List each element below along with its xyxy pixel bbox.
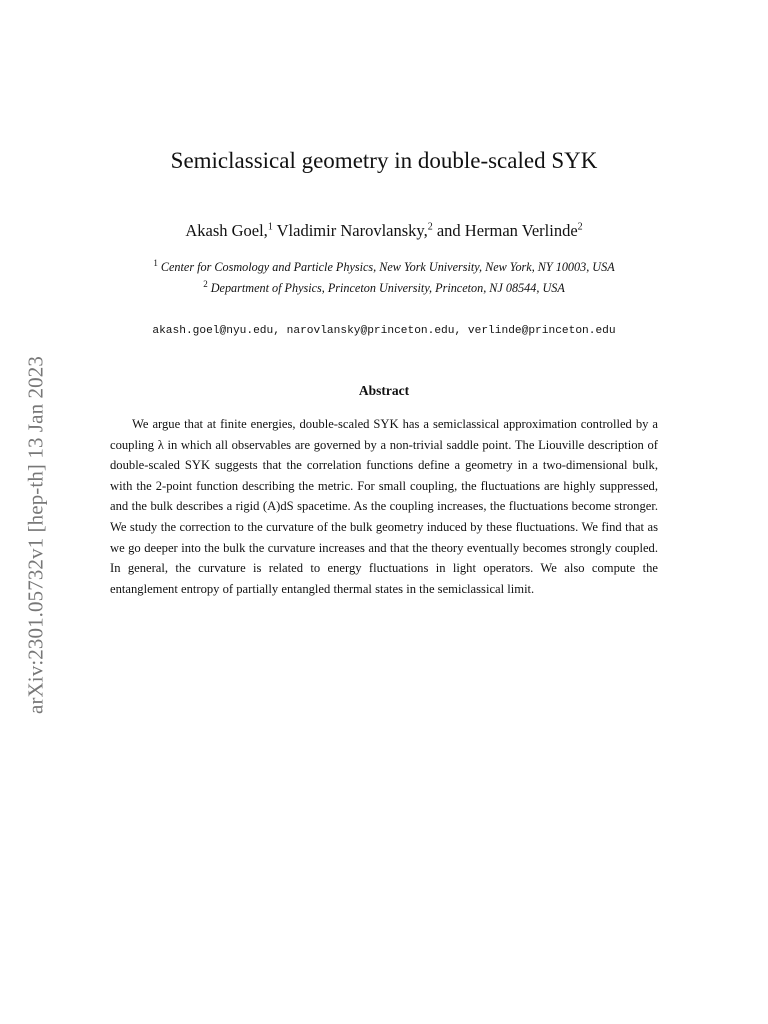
affiliation-mark: 2 (203, 278, 208, 289)
author-list (0, 221, 768, 241)
arxiv-identifier-stamp: arXiv:2301.05732v1 [hep-th] 13 Jan 2023 (23, 356, 48, 714)
paper-title: Semiclassical geometry in double-scaled SYK (170, 148, 598, 173)
affiliation-mark: 1 (153, 257, 158, 268)
author-emails: akash.goel@nyu.edu, narovlansky@princeton.edu, verlinde@princeton.edu (152, 325, 616, 337)
abstract-heading: Abstract (358, 383, 410, 398)
author-affil-mark: 2 (427, 221, 433, 233)
author-name: Akash Goel, (185, 221, 268, 240)
author-affil-mark: 2 (577, 221, 583, 233)
affiliation-text: Department of Physics, Princeton University, Princeton, NJ 08544, USA (210, 281, 565, 295)
abstract-text: We argue that at finite energies, double-scaled SYK has a semiclassical approximation controlled by a coupling λ in which all observables are governed by a non-trivial saddle point. The Liouville description of double-scaled SYK suggests that the correlation functions define a geometry in a two-dimensional bulk, with the 2-point function describing the metric. For small coupling, the fluctuations are highly suppressed, and the bulk describes a rigid (A)dS spacetime. As the coupling increases, the fluctuations become stronger. We study the correction to the curvature of the bulk geometry induced by these fluctuations. We find that as we go deeper into the bulk the curvature increases and that the theory eventually becomes strongly coupled. In general, the curvature is related to energy fluctuations in light operators. We also compute the entanglement entropy of partially entangled thermal states in the semiclassical limit. (110, 417, 658, 596)
author-affil-mark: 1 (267, 221, 273, 233)
author-name: Vladimir Narovlansky, (276, 221, 428, 240)
affiliation-1 (0, 257, 768, 275)
author-name: and Herman Verlinde (436, 221, 578, 240)
affiliation-2 (0, 278, 768, 296)
affiliation-text: Center for Cosmology and Particle Physics, New York University, New York, NY 10003, USA (160, 260, 615, 274)
